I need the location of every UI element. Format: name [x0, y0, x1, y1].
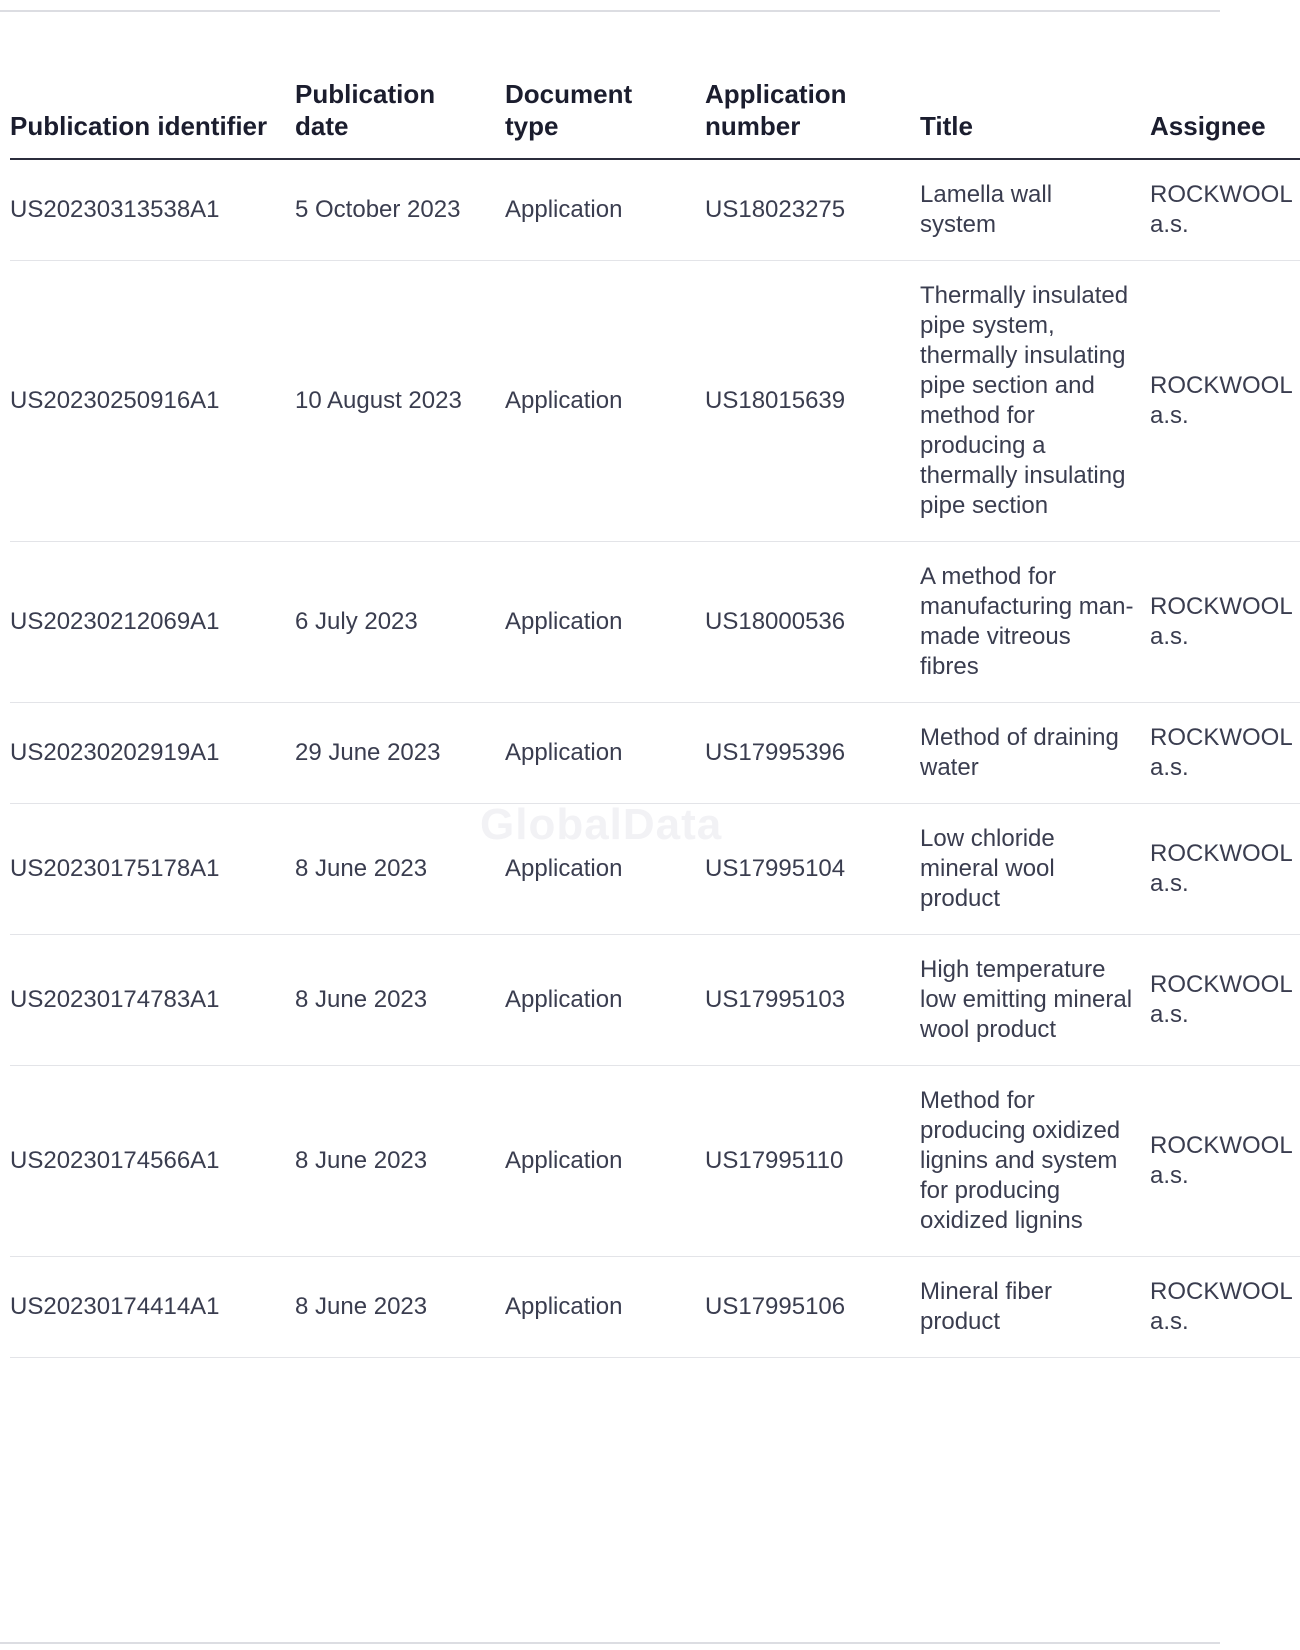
- table-row: [10, 1257, 1300, 1358]
- cell-document-type: Application: [505, 935, 705, 1066]
- cell-assignee: ROCKWOOL a.s.: [1150, 542, 1300, 703]
- cell-title: Lamella wall system: [920, 159, 1150, 261]
- table-viewport[interactable]: [10, 60, 1293, 1640]
- cell-assignee: ROCKWOOL a.s.: [1150, 159, 1300, 261]
- cell-publication-identifier: US20230202919A1: [10, 703, 295, 804]
- column-header-publication-identifier: Publication identifier: [10, 60, 295, 159]
- cell-application-number: US18023275: [705, 159, 920, 261]
- watermark: GlobalData: [480, 800, 723, 849]
- patent-table: [10, 60, 1300, 1358]
- cell-publication-identifier: US20230212069A1: [10, 542, 295, 703]
- cell-document-type: Application: [505, 804, 705, 935]
- cell-assignee: ROCKWOOL a.s.: [1150, 261, 1300, 542]
- cell-title: A method for manufacturing man-made vitreous fibres: [920, 542, 1150, 703]
- cell-publication-date: 5 October 2023: [295, 159, 505, 261]
- table-row: [10, 804, 1300, 935]
- table-row: [10, 159, 1300, 261]
- cell-assignee: ROCKWOOL a.s.: [1150, 703, 1300, 804]
- cell-document-type: Application: [505, 159, 705, 261]
- cell-publication-date: 8 June 2023: [295, 1066, 505, 1257]
- cell-publication-date: 6 July 2023: [295, 542, 505, 703]
- cell-assignee: ROCKWOOL a.s.: [1150, 804, 1300, 935]
- header-row: [10, 60, 1300, 159]
- cell-publication-date: 8 June 2023: [295, 935, 505, 1066]
- table-row: [10, 261, 1300, 542]
- cell-title: Thermally insulated pipe system, thermally insulating pipe section and method for producing a thermally insulating pipe section: [920, 261, 1150, 542]
- column-header-document-type: Document type: [505, 60, 705, 159]
- cell-application-number: US17995396: [705, 703, 920, 804]
- table-row: [10, 542, 1300, 703]
- table-row: [10, 703, 1300, 804]
- cell-document-type: Application: [505, 261, 705, 542]
- cell-publication-date: 8 June 2023: [295, 804, 505, 935]
- cell-publication-date: 8 June 2023: [295, 1257, 505, 1358]
- top-divider: [0, 10, 1220, 12]
- cell-application-number: US17995106: [705, 1257, 920, 1358]
- cell-document-type: Application: [505, 1066, 705, 1257]
- table-row: [10, 935, 1300, 1066]
- cell-document-type: Application: [505, 542, 705, 703]
- cell-title: Method of draining water: [920, 703, 1150, 804]
- cell-publication-identifier: US20230174566A1: [10, 1066, 295, 1257]
- cell-assignee: ROCKWOOL a.s.: [1150, 1257, 1300, 1358]
- cell-publication-identifier: US20230175178A1: [10, 804, 295, 935]
- cell-publication-date: 29 June 2023: [295, 703, 505, 804]
- cell-title: Low chloride mineral wool product: [920, 804, 1150, 935]
- cell-title: High temperature low emitting mineral wool product: [920, 935, 1150, 1066]
- column-header-title: Title: [920, 60, 1150, 159]
- cell-publication-identifier: US20230174414A1: [10, 1257, 295, 1358]
- cell-document-type: Application: [505, 1257, 705, 1358]
- cell-assignee: ROCKWOOL a.s.: [1150, 935, 1300, 1066]
- cell-title: Mineral fiber product: [920, 1257, 1150, 1358]
- bottom-divider: [0, 1642, 1220, 1644]
- cell-publication-identifier: US20230250916A1: [10, 261, 295, 542]
- table-row: [10, 1066, 1300, 1257]
- cell-assignee: ROCKWOOL a.s.: [1150, 1066, 1300, 1257]
- cell-application-number: US17995103: [705, 935, 920, 1066]
- cell-application-number: US18000536: [705, 542, 920, 703]
- cell-publication-identifier: US20230174783A1: [10, 935, 295, 1066]
- cell-application-number: US18015639: [705, 261, 920, 542]
- cell-document-type: Application: [505, 703, 705, 804]
- column-header-application-number: Application number: [705, 60, 920, 159]
- column-header-assignee: Assignee: [1150, 60, 1300, 159]
- cell-publication-date: 10 August 2023: [295, 261, 505, 542]
- column-header-publication-date: Publication date: [295, 60, 505, 159]
- cell-title: Method for producing oxidized lignins and system for producing oxidized lignins: [920, 1066, 1150, 1257]
- cell-publication-identifier: US20230313538A1: [10, 159, 295, 261]
- cell-application-number: US17995110: [705, 1066, 920, 1257]
- cell-application-number: US17995104: [705, 804, 920, 935]
